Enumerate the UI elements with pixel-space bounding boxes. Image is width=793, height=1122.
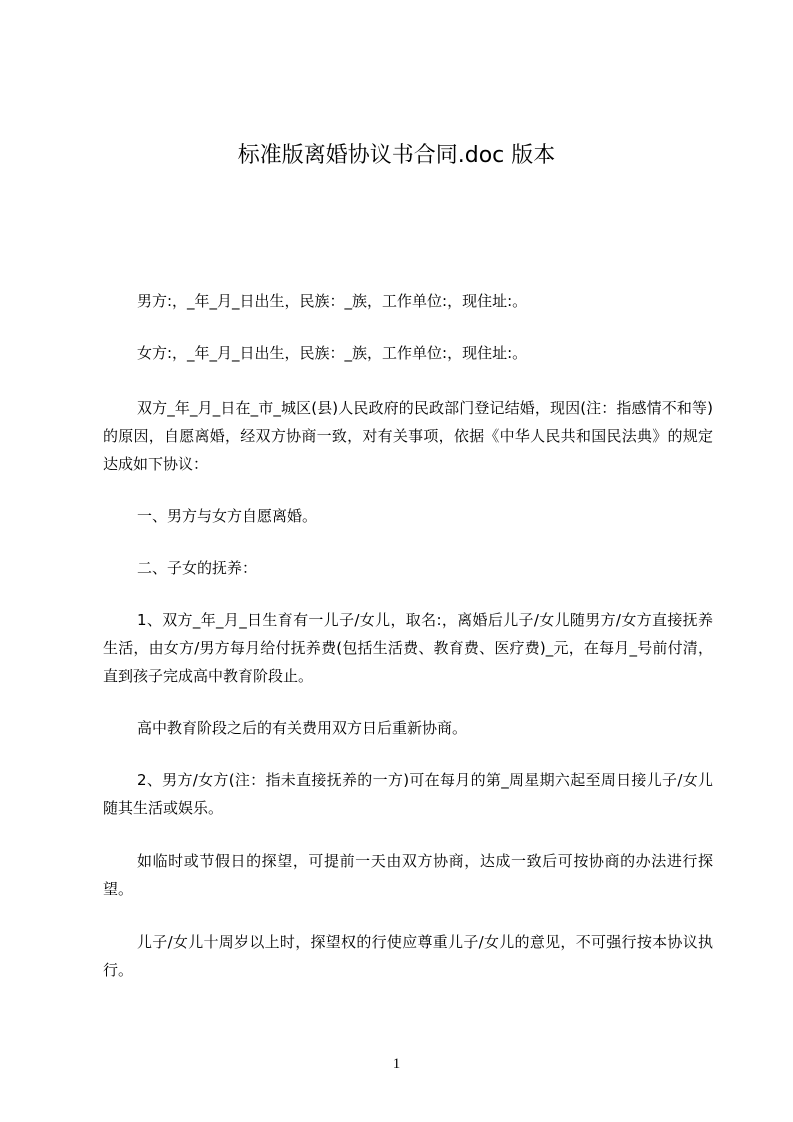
- paragraph-child-custody: 1、双方_年_月_日生育有一儿子/女儿，取名:，离婚后儿子/女儿随男方/女方直接抚养生活，由女方/男方每月给付抚养费(包括生活费、教育费、医疗费)_元，在每月_号前付清，直到孩子完成高中教育阶段止。: [103, 611, 713, 685]
- paragraph-marriage-info: 双方_年_月_日在_市_城区(县)人民政府的民政部门登记结婚，现因(注：指感情不和等)的原因，自愿离婚，经双方协商一致，对有关事项，依据《中华人民共和国民法典》的规定达成如下协议：: [103, 399, 713, 473]
- paragraph-female-party: 女方:，_年_月_日出生，民族：_族，工作单位:，现住址:。: [137, 344, 528, 362]
- paragraph-child-opinion: 儿子/女儿十周岁以上时，探望权的行使应尊重儿子/女儿的意见，不可强行按本协议执行。: [103, 933, 713, 979]
- document-title: 标准版离婚协议书合同.doc 版本: [237, 143, 556, 168]
- paragraph-clause-1: 一、男方与女方自愿离婚。: [137, 507, 318, 525]
- page-number: 1: [392, 1056, 401, 1072]
- paragraph-male-party: 男方:，_年_月_日出生，民族：_族，工作单位:，现住址:。: [137, 292, 528, 310]
- paragraph-visitation: 2、男方/女方(注：指未直接抚养的一方)可在每月的第_周星期六起至周日接儿子/女儿随其生活或娱乐。: [103, 771, 713, 817]
- paragraph-higher-education: 高中教育阶段之后的有关费用双方日后重新协商。: [137, 719, 468, 737]
- paragraph-clause-2-heading: 二、子女的抚养：: [137, 559, 258, 577]
- paragraph-holiday-visits: 如临时或节假日的探望，可提前一天由双方协商，达成一致后可按协商的办法进行探望。: [103, 852, 713, 898]
